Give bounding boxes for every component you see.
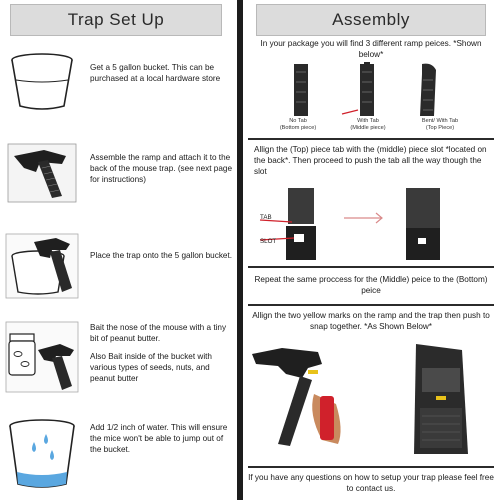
- ramp-piece-bottom-icon: [294, 64, 308, 116]
- bucket-icon: [4, 50, 80, 112]
- step-place-trap-text: Place the trap onto the 5 gallon bucket.: [90, 251, 233, 260]
- snap-together-illustration: [248, 334, 494, 462]
- step-bait: [0, 314, 232, 402]
- contact-section: [248, 472, 494, 494]
- trap-setup-title: Trap Set Up: [10, 4, 222, 36]
- piece-label-bottom: No Tab (Bottom piece): [279, 118, 317, 131]
- align-text: Allign the (Top) piece tab with the (middle) piece slot *located on the back*. Then proceed to push the tab all the way though the slot: [254, 145, 487, 177]
- assembly-intro: [248, 38, 494, 60]
- separator-3: [248, 304, 494, 306]
- ramp-piece-top-icon: [420, 64, 436, 116]
- tab-label: TAB: [260, 214, 272, 221]
- separator-1: [248, 138, 494, 140]
- separator-4: [248, 466, 494, 468]
- piece-label-middle: With Tab (Middle piece): [350, 118, 386, 131]
- yellow-mark-icon: [308, 370, 318, 374]
- column-divider: [237, 0, 243, 500]
- assembly-column: [248, 0, 494, 500]
- repeat-text: Repeat the same proccess for the (Middle) peice to the (Bottom) peice: [254, 275, 488, 296]
- contact-text: If you have any questions on how to setup your trap please feel free to contact us.: [248, 473, 494, 494]
- step-bait-text: [90, 322, 232, 384]
- step-bucket: [0, 44, 232, 124]
- trap-on-bucket-icon: [4, 230, 80, 300]
- ramp-trap-icon: [4, 138, 80, 208]
- ramp-piece-middle-icon: [342, 62, 374, 116]
- step-add-water: [0, 408, 232, 498]
- piece-label-top: Bent/ With Tab (Top Piece): [421, 118, 459, 131]
- yellow-text: Allign the two yellow marks on the ramp and the trap then push to snap together. *As Shown Below*: [252, 311, 490, 332]
- repeat-section: [248, 274, 494, 296]
- step-assemble-ramp-text: Assemble the ramp and attach it to the back of the mouse trap. (see next page for instructions): [90, 153, 233, 185]
- intro-text: In your package you will find 3 different ramp peices. *Shown below*: [260, 39, 482, 60]
- ramp-pieces-illustration: [282, 62, 462, 118]
- tab-slot-diagram: [258, 188, 484, 262]
- step-assemble-ramp: [0, 130, 232, 218]
- peanut-butter-jar-icon: [4, 320, 80, 394]
- separator-2: [248, 266, 494, 268]
- bait-bucket-text: Also Bait inside of the bucket with various types of seeds, nuts, and peanut butter: [90, 352, 212, 384]
- step-add-water-text: Add 1/2 inch of water. This will ensure the mice won't be able to jump out of the bucket.: [90, 423, 228, 455]
- step-bucket-text: Get a 5 gallon bucket. This can be purchased at a local hardware store: [90, 63, 221, 84]
- yellow-section: [248, 310, 494, 332]
- step-place-trap: [0, 222, 232, 308]
- align-section: [248, 144, 494, 177]
- ramp-icon: [278, 376, 312, 446]
- bait-trap-text: Bait the nose of the mouse with a tiny bit of peanut butter.: [90, 323, 227, 344]
- trap-setup-column: [0, 0, 232, 500]
- assembly-title: Assembly: [256, 4, 486, 36]
- bucket-water-icon: [4, 412, 80, 492]
- slot-label: SLOT: [260, 238, 277, 245]
